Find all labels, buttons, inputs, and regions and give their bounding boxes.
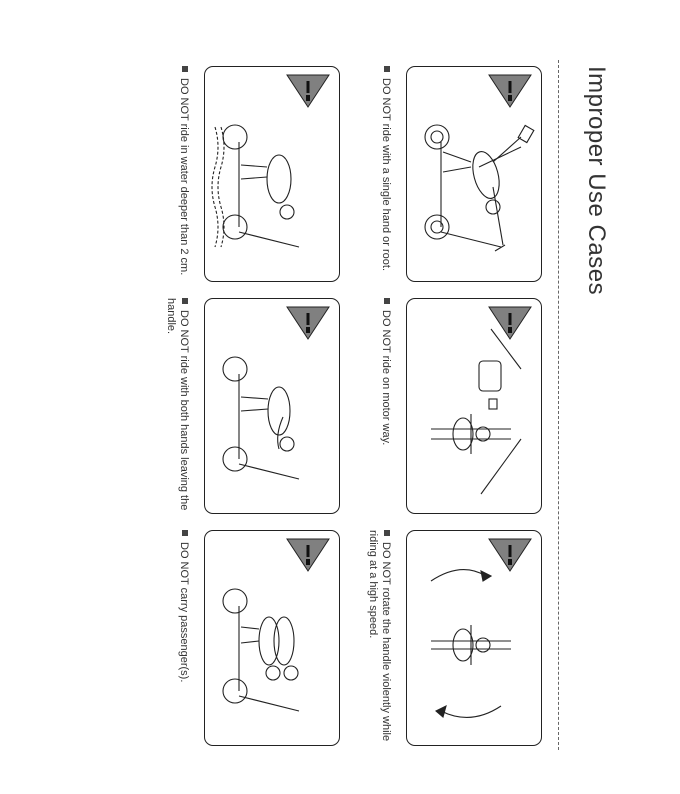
page-content-rotated <box>130 60 610 760</box>
warning-triangle-icon <box>489 539 531 571</box>
case-panel-passengers <box>204 530 340 746</box>
single-hand-rider-illustration <box>425 125 534 251</box>
case-caption-passengers <box>177 530 190 746</box>
case-text: DO NOT ride with both hands leaving the handle. <box>165 298 190 511</box>
warning-triangle-icon <box>287 307 329 339</box>
square-bullet-icon <box>384 530 390 536</box>
case-text: DO NOT rotate the handle violently while riding at a high speed. <box>367 530 392 742</box>
handle-rotation-illustration <box>431 570 511 718</box>
case-panel-water <box>204 66 340 282</box>
case-caption-no-hands <box>164 298 190 514</box>
case-panel-motorway <box>406 298 542 514</box>
case-caption-motorway <box>379 298 392 514</box>
water-rider-illustration <box>212 125 299 247</box>
no-hands-rider-illustration <box>223 357 299 479</box>
square-bullet-icon <box>182 66 188 72</box>
case-caption-water <box>177 66 190 282</box>
case-panel-handle-rotation <box>406 530 542 746</box>
case-caption-handle-rotation <box>366 530 392 746</box>
case-text: DO NOT ride on motor way. <box>380 310 392 446</box>
case-caption-single-hand <box>379 66 392 282</box>
case-text: DO NOT carry passenger(s). <box>178 542 190 683</box>
case-panel-no-hands <box>204 298 340 514</box>
motorway-rider-illustration <box>431 329 521 494</box>
title-divider <box>558 60 559 750</box>
page-title: Improper Use Cases <box>583 66 610 296</box>
warning-triangle-icon <box>287 539 329 571</box>
case-text: DO NOT ride with a single hand or root. <box>380 78 392 271</box>
warning-triangle-icon <box>287 75 329 107</box>
warning-triangle-icon <box>489 75 531 107</box>
two-riders-illustration <box>223 589 299 711</box>
case-panel-single-hand <box>406 66 542 282</box>
square-bullet-icon <box>384 298 390 304</box>
case-text: DO NOT ride in water deeper than 2 cm. <box>178 78 190 276</box>
square-bullet-icon <box>182 298 188 304</box>
square-bullet-icon <box>384 66 390 72</box>
square-bullet-icon <box>182 530 188 536</box>
